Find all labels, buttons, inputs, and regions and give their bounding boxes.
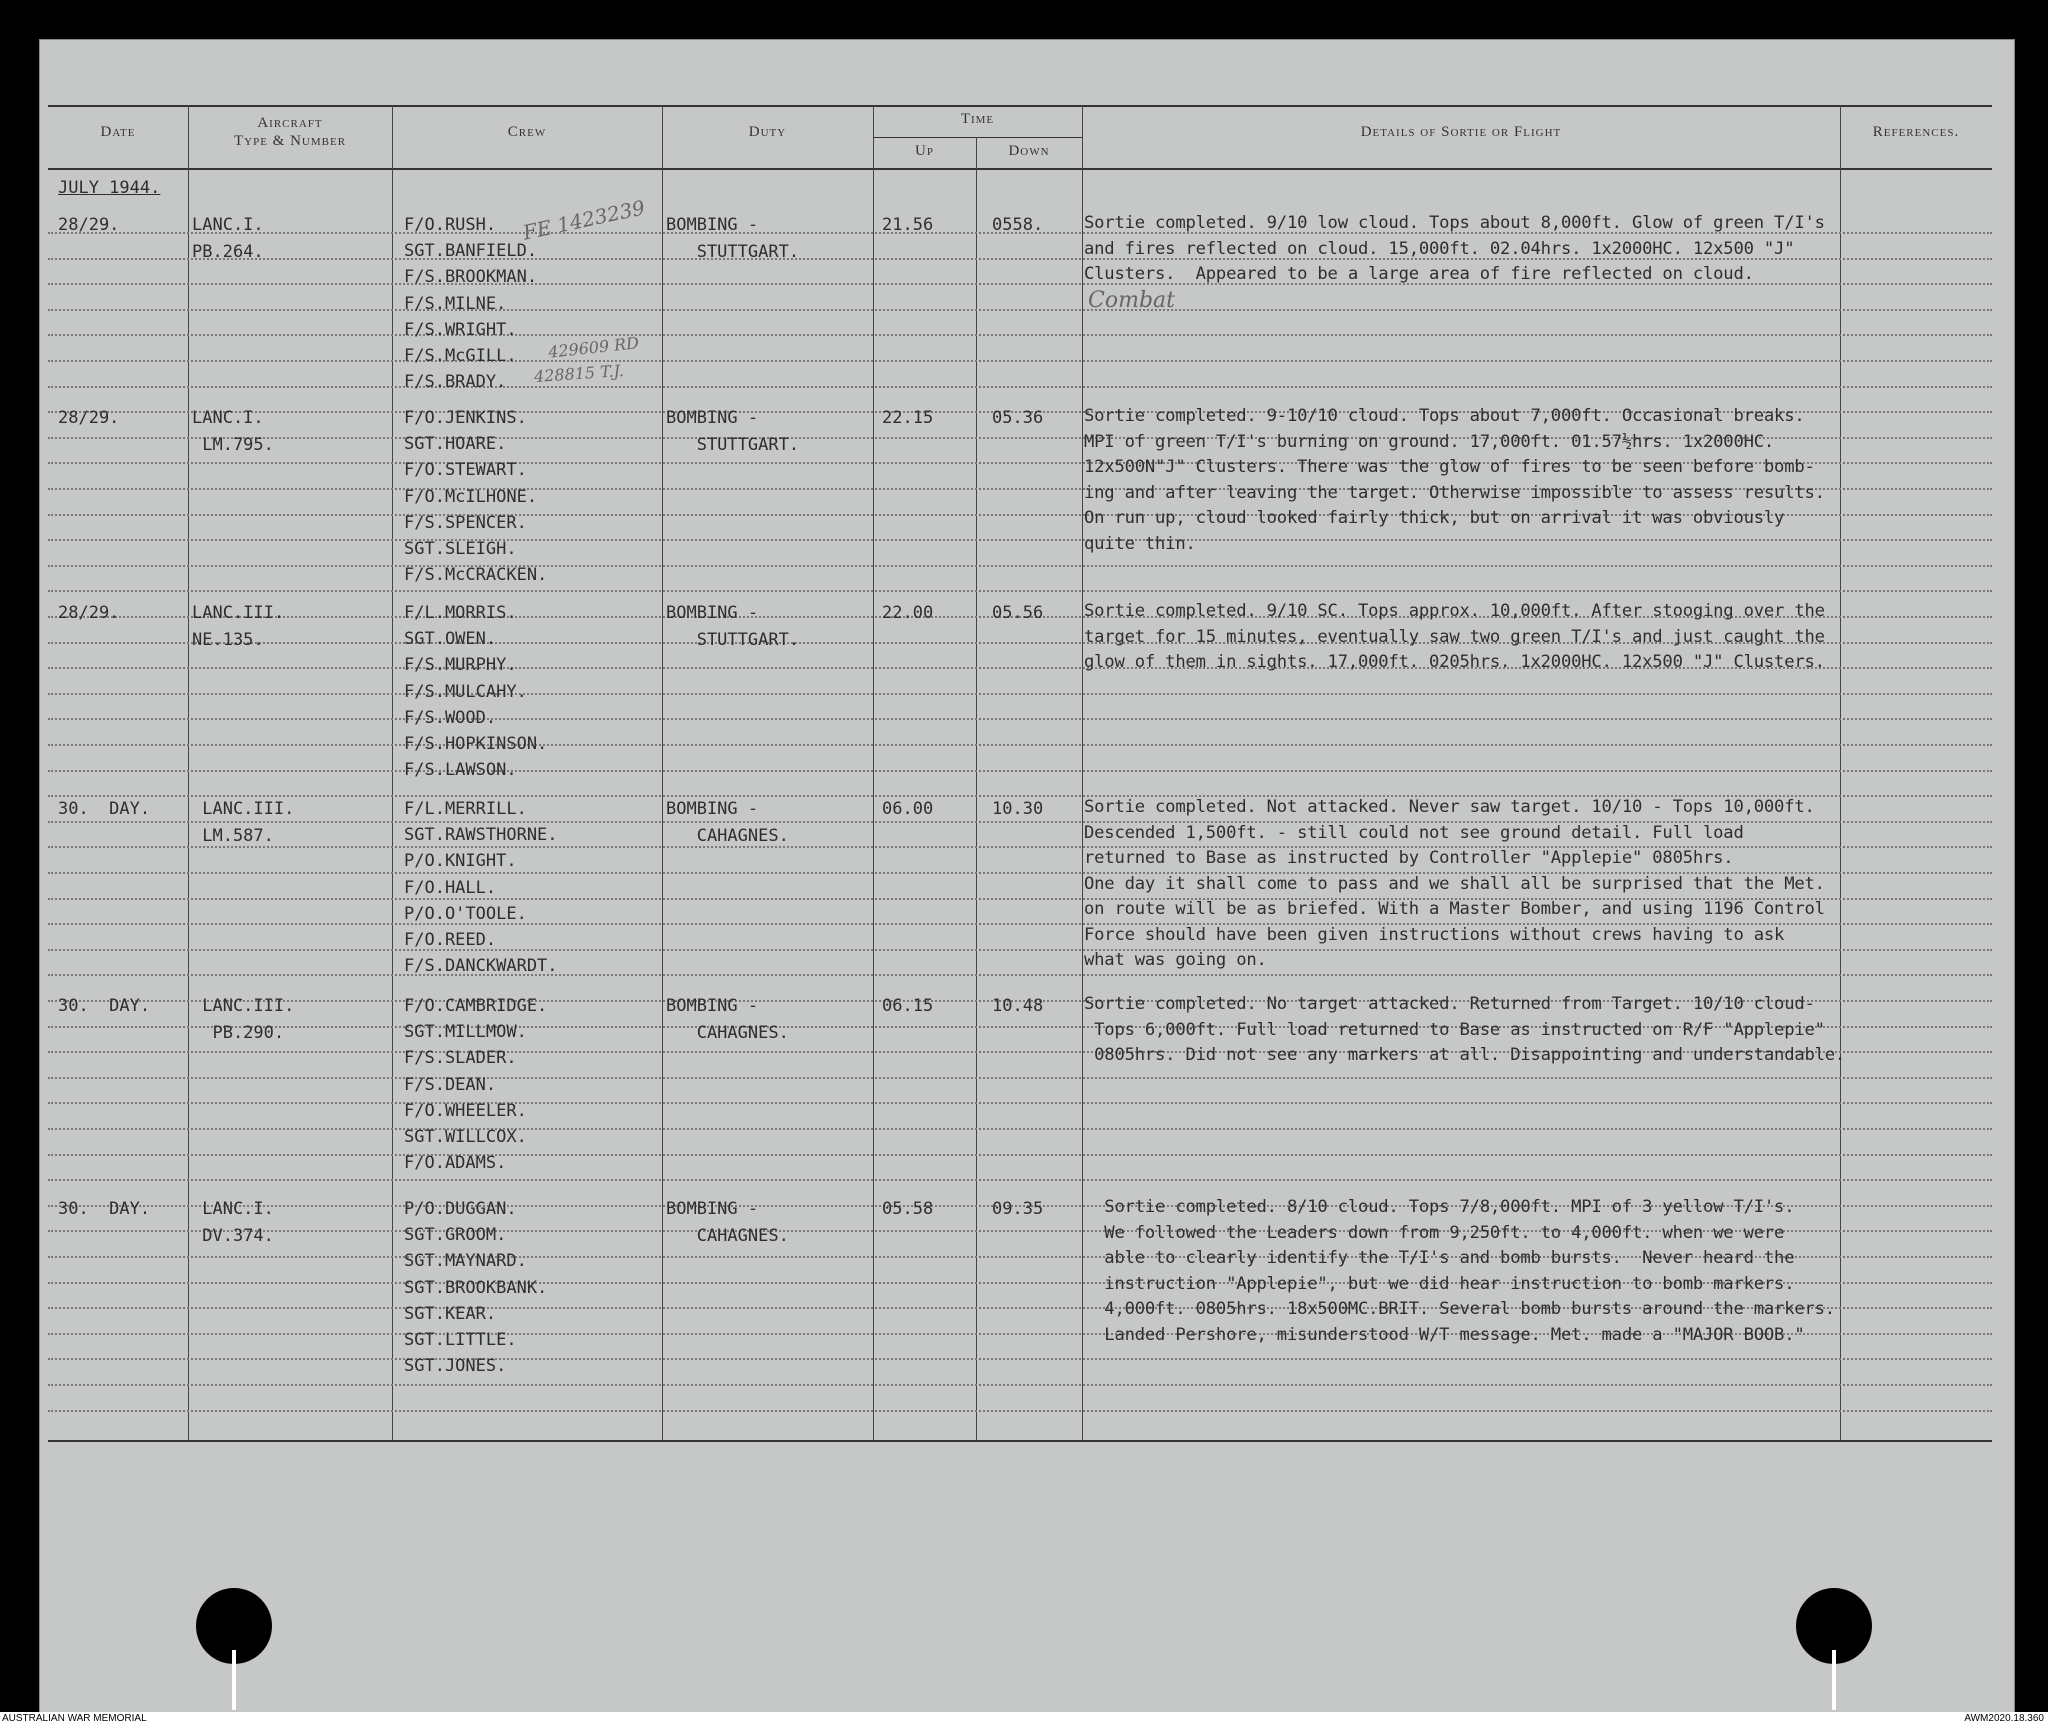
entry-details: Sortie completed. 9-10/10 cloud. Tops about 7,000ft. Occasional breaks. MPI of green T/I's burning on ground. 17,000ft. 01.57½hrs. 1x2000HC. 12x500N"J" Clusters. There was the glow of fires to be seen before bomb- ing and after leaving the target. Otherwise impossible to assess results. On run up, cloud looked fairly thick, but on arrival it was obviously quite thin. (1084, 406, 1825, 554)
handwritten-fe-note: FE 1423239 (520, 195, 648, 245)
archive-footer (0, 1712, 2048, 1726)
ruled-line (48, 386, 1992, 388)
entry-time-down: 05.56 (992, 603, 1044, 623)
entry-duty: BOMBING - CAHAGNES. (666, 1199, 789, 1246)
entry-crew: F/L.MERRILL. SGT.RAWSTHORNE. P/O.KNIGHT. F/O.HALL. P/O.O'TOOLE. F/O.REED. F/S.DANCKWARDT. (404, 799, 558, 977)
header-duty: Duty (748, 124, 787, 140)
entry-time-down: 10.30 (992, 799, 1044, 819)
entry-date: 30. DAY. (58, 799, 151, 819)
handwritten-service-number-mcgill: 429609 RD (547, 333, 640, 362)
entry-crew: F/O.JENKINS. SGT.HOARE. F/O.STEWART. F/O.McILHONE. F/S.SPENCER. SGT.SLEIGH. F/S.McCRACKEN. (404, 408, 548, 586)
header-references: References. (1872, 124, 1960, 140)
ruled-line (48, 770, 1992, 772)
table-bottom-rule (48, 1440, 1992, 1442)
entry-duty: BOMBING - CAHAGNES. (666, 799, 789, 846)
ruled-line (48, 1102, 1992, 1104)
entry-time-up: 22.15 (882, 408, 934, 428)
header-down: Down (1008, 143, 1050, 159)
entry-date: 28/29. (58, 603, 120, 623)
col-divider-1 (188, 105, 189, 1440)
handwritten-service-number-brady: 428815 T.J. (533, 360, 625, 387)
header-time: Time (960, 111, 995, 127)
col-divider-4 (873, 105, 874, 1440)
month-heading: JULY 1944. (58, 178, 161, 198)
entry-aircraft: LANC.III. NE.135. (192, 603, 285, 650)
entry-crew: F/L.MORRIS. SGT.OWEN. F/S.MURPHY. F/S.MULCAHY. F/S.WOOD. F/S.HOPKINSON. F/S.LAWSON. (404, 603, 548, 781)
entry-duty: BOMBING - STUTTGART. (666, 603, 800, 650)
col-divider-6 (1082, 105, 1083, 1440)
entry-time-down: 10.48 (992, 996, 1044, 1016)
entry-crew: P/O.DUGGAN. SGT.GROOM. SGT.MAYNARD. SGT.BROOKBANK. SGT.KEAR. SGT.LITTLE. SGT.JONES. (404, 1199, 548, 1377)
punch-slot-right (1832, 1650, 1836, 1710)
header-up: Up (915, 143, 934, 159)
entry-time-up: 06.15 (882, 996, 934, 1016)
entry-details: Sortie completed. 9/10 low cloud. Tops about 8,000ft. Glow of green T/I's and fires reflected on cloud. 15,000ft. 02.04hrs. 1x2000HC. 12x500 "J" Clusters. Appeared to be a large area of fire reflected on cloud. (1084, 213, 1825, 284)
entry-date: 28/29. (58, 215, 120, 235)
ruled-line (48, 309, 1992, 311)
entry-time-up: 06.00 (882, 799, 934, 819)
entry-details: Sortie completed. Not attacked. Never saw target. 10/10 - Tops 10,000ft. Descended 1,500ft. - still could not see ground detail. Full load returned to Base as instructed by Controller "Applepie" 0805hrs. One day it shall come to pass and we shall all be surprised that the Met. on route will be as briefed. With a Master Bomber, and using 1196 Control Force should have been given instructions without crews having to ask what was going on. (1084, 797, 1825, 970)
ruled-line (48, 1384, 1992, 1386)
ruled-line (48, 1179, 1992, 1181)
entry-date: 28/29. (58, 408, 120, 428)
entry-duty: BOMBING - CAHAGNES. (666, 996, 789, 1043)
entry-time-up: 21.56 (882, 215, 934, 235)
footer-institution: AUSTRALIAN WAR MEMORIAL (2, 1713, 147, 1724)
col-divider-7 (1840, 105, 1841, 1440)
ruled-line (48, 974, 1992, 976)
entry-time-down: 05.36 (992, 408, 1044, 428)
footer-accession-number: AWM2020.18.360 (1964, 1713, 2044, 1724)
table-top-rule (48, 105, 1992, 107)
ruled-line (48, 1077, 1992, 1079)
entry-crew: F/O.CAMBRIDGE. SGT.MILLMOW. F/S.SLADER. F/S.DEAN. F/O.WHEELER. SGT.WILLCOX. F/O.ADAMS. (404, 996, 548, 1174)
col-divider-3 (662, 105, 663, 1440)
ruled-line (48, 1128, 1992, 1130)
entry-aircraft: LANC.III. LM.587. (202, 799, 295, 846)
entry-details: Sortie completed. 8/10 cloud. Tops 7/8,000ft. MPI of 3 yellow T/I's. We followed the Leaders down from 9,250ft. to 4,000ft. when we were able to clearly identify the T/I's and bomb bursts. Never heard the instruction "Applepie", but we did hear instruction to bomb markers. 4,000ft. 0805hrs. 18x500MC.BRIT. Several bomb bursts around the markers. Landed Pershore, misunderstood W/T message. Met. made a "MAJOR BOOB." (1104, 1197, 1835, 1345)
ruled-line (48, 718, 1992, 720)
entry-time-up: 05.58 (882, 1199, 934, 1219)
entry-details: Sortie completed. 9/10 SC. Tops approx. 10,000ft. After stooging over the target for 15 minutes, eventually saw two green T/I's and just caught the glow of them in sights. 17,000ft. 0205hrs. 1x2000HC. 12x500 "J" Clusters. (1084, 601, 1825, 672)
ruled-line (48, 1410, 1992, 1412)
time-header-rule (873, 137, 1082, 138)
entry-time-down: 09.35 (992, 1199, 1044, 1219)
entry-time-down: 0558. (992, 215, 1044, 235)
entry-date: 30. DAY. (58, 1199, 151, 1219)
entry-details: Sortie completed. No target attacked. Returned from Target. 10/10 cloud- Tops 6,000ft. Full load returned to Base as instructed on R/F "Applepie" 0805hrs. Did not see any markers at all. Disappointing and understandable. (1084, 994, 1846, 1065)
ruled-line (48, 1358, 1992, 1360)
entry-time-up: 22.00 (882, 603, 934, 623)
punch-slot-left (232, 1650, 236, 1710)
ruled-line (48, 744, 1992, 746)
ruled-line (48, 565, 1992, 567)
entry-aircraft: LANC.I. LM.795. (192, 408, 274, 455)
entry-date: 30. DAY. (58, 996, 151, 1016)
col-divider-2 (392, 105, 393, 1440)
header-details: Details of Sortie or Flight (1360, 124, 1562, 140)
header-crew: Crew (507, 124, 547, 140)
handwritten-combat-note: Combat (1088, 288, 1175, 313)
entry-aircraft: LANC.I. DV.374. (202, 1199, 274, 1246)
ruled-line (48, 590, 1992, 592)
entry-duty: BOMBING - STUTTGART. (666, 215, 800, 262)
ruled-line (48, 693, 1992, 695)
entry-duty: BOMBING - STUTTGART. (666, 408, 800, 455)
ruled-line (48, 334, 1992, 336)
entry-crew: F/O.RUSH. SGT.BANFIELD. F/S.BROOKMAN. F/S.MILNE. F/S.WRIGHT. F/S.McGILL. F/S.BRADY. (404, 215, 538, 393)
header-bottom-rule (48, 168, 1992, 170)
ruled-line (48, 1154, 1992, 1156)
col-divider-5 (976, 137, 977, 1440)
entry-aircraft: LANC.I. PB.264. (192, 215, 264, 262)
entry-aircraft: LANC.III. PB.290. (202, 996, 295, 1043)
header-date: Date (100, 124, 136, 140)
header-aircraft: Aircraft Type & Number (233, 115, 347, 149)
ruled-line (48, 360, 1992, 362)
